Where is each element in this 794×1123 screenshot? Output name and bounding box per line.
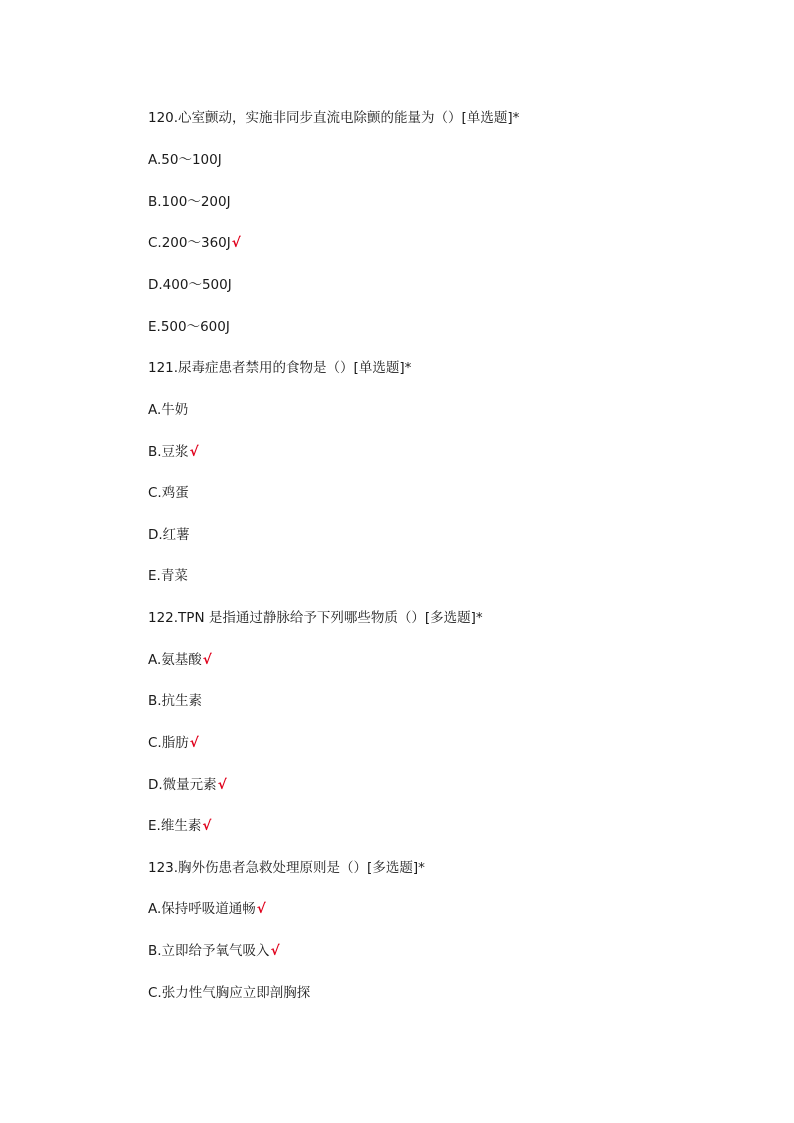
- option-text: A.保持呼吸道通畅: [148, 901, 256, 917]
- option-text: A.氨基酸: [148, 652, 202, 668]
- check-mark-icon: √: [231, 235, 241, 251]
- option-text: A.牛奶: [148, 402, 189, 418]
- check-mark-icon: √: [189, 444, 199, 460]
- check-mark-icon: √: [217, 777, 227, 793]
- check-mark-icon: √: [256, 901, 266, 917]
- option-line: [148, 651, 212, 669]
- option-line: [148, 984, 311, 1002]
- option-line: [148, 942, 280, 960]
- option-line: [148, 526, 191, 544]
- option-line: [148, 567, 189, 585]
- option-text: E.维生素: [148, 818, 202, 834]
- option-text: C.200～360J: [148, 235, 231, 251]
- option-text: B.豆浆: [148, 444, 189, 460]
- option-text: B.抗生素: [148, 693, 203, 709]
- option-text: C.脂肪: [148, 735, 189, 751]
- option-text: A.50～100J: [148, 152, 222, 168]
- question-title: 121.尿毒症患者禁用的食物是（）[单选题]*: [148, 360, 412, 376]
- option-line: [148, 193, 232, 211]
- option-line: [148, 234, 241, 252]
- check-mark-icon: √: [202, 818, 212, 834]
- option-text: D.红薯: [148, 527, 190, 543]
- check-mark-icon: √: [202, 652, 212, 668]
- option-text: D.微量元素: [148, 777, 217, 793]
- check-mark-icon: √: [270, 943, 280, 959]
- option-text: E.500～600J: [148, 319, 230, 335]
- option-text: D.400～500J: [148, 277, 232, 293]
- question-title: 122.TPN 是指通过静脉给予下列哪些物质（）[多选题]*: [148, 610, 483, 626]
- option-line: [148, 276, 233, 294]
- question-title: 123.胸外伤患者急救处理原则是（）[多选题]*: [148, 860, 425, 876]
- check-mark-icon: √: [189, 735, 199, 751]
- option-line: [148, 900, 266, 918]
- option-line: [148, 484, 190, 502]
- question-title: 120.心室颤动，实施非同步直流电除颤的能量为（）[单选题]*: [148, 110, 520, 126]
- option-text: B.立即给予氧气吸入: [148, 943, 270, 959]
- option-text: C.张力性气胸应立即剖胸探: [148, 985, 311, 1001]
- option-line: [148, 776, 227, 794]
- option-line: [148, 443, 199, 461]
- option-line: [148, 692, 203, 710]
- option-text: E.青菜: [148, 568, 188, 584]
- option-text: C.鸡蛋: [148, 485, 189, 501]
- option-line: [148, 151, 223, 169]
- option-line: [148, 734, 199, 752]
- option-line: [148, 401, 189, 419]
- option-line: [148, 318, 231, 336]
- option-line: [148, 817, 211, 835]
- option-text: B.100～200J: [148, 194, 231, 210]
